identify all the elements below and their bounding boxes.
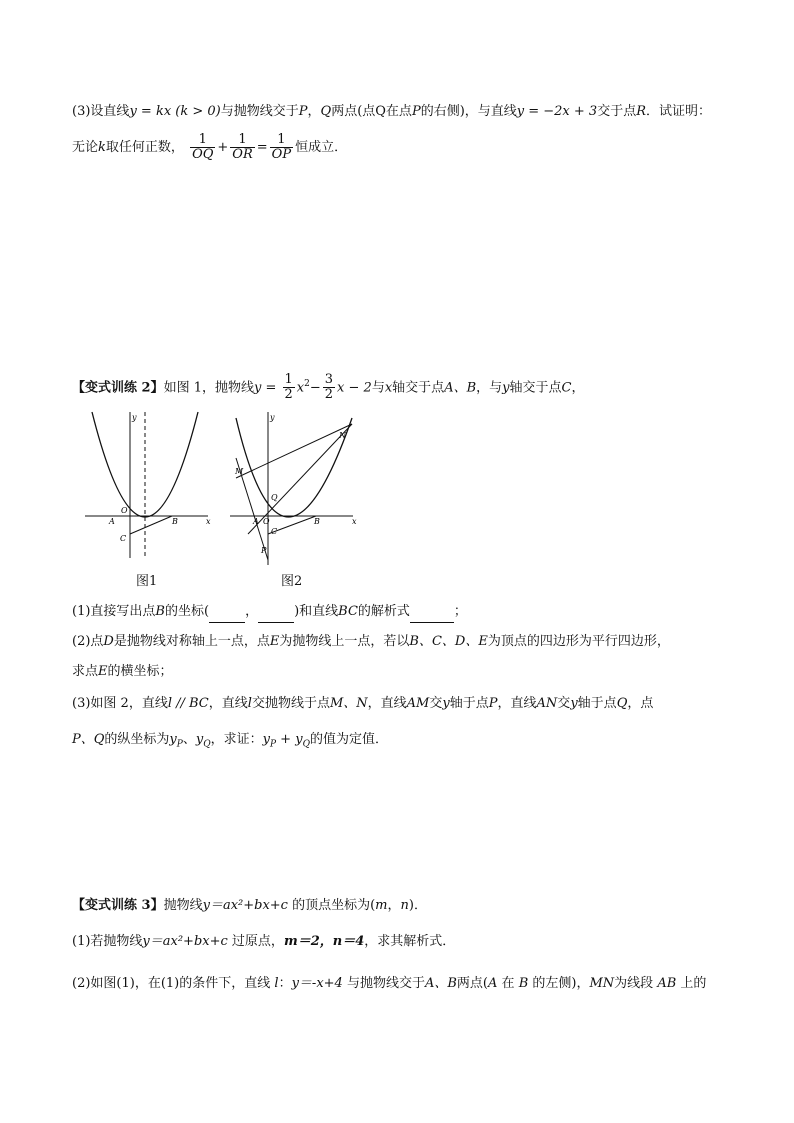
v3-var: A — [488, 976, 498, 991]
p3-eq1: y = kx — [129, 104, 172, 119]
v2-eq: x − 2 — [337, 380, 372, 396]
frac-num: 1 — [284, 372, 293, 388]
p3-text: 交于点 — [597, 104, 637, 119]
v3-var: MN — [589, 976, 615, 991]
v3-text: ： — [278, 976, 292, 991]
v2-var: y — [195, 732, 204, 747]
frac-num: 3 — [324, 372, 334, 388]
p3-text: 无论 — [72, 140, 99, 155]
p3-var: R — [636, 104, 647, 119]
label-b: B — [172, 517, 178, 526]
v2-text: 轴于点 — [577, 696, 617, 711]
v3-text: 为线段 — [614, 976, 654, 991]
v3-var: A、B — [424, 976, 457, 991]
label-n: N — [339, 431, 346, 440]
v2-text: ； — [453, 604, 467, 619]
v2-q1 — [72, 602, 467, 623]
p3-line2 — [72, 130, 347, 166]
v2-text: 交 — [557, 696, 571, 711]
v2-q2 — [72, 632, 670, 652]
v2-var: y — [442, 696, 450, 711]
v3-text: 过原点， — [231, 934, 284, 949]
v2-text: 轴交于点 — [509, 380, 562, 396]
v2-var: y — [295, 732, 303, 747]
label-o: O — [263, 517, 270, 526]
v2-var: B、C、D、E — [409, 634, 488, 649]
v3-var: n — [400, 898, 409, 913]
label-p: P — [261, 546, 267, 555]
v2-var: y — [502, 380, 510, 396]
frac-num: 1 — [270, 133, 293, 148]
v2-text: (2)点 — [72, 634, 104, 649]
v3-text: 的左侧)， — [532, 976, 590, 991]
frac-den: OP — [271, 147, 292, 162]
label-b: B — [314, 517, 320, 526]
v3-text: 的顶点坐标为( — [292, 898, 376, 913]
v3-var: AB — [657, 976, 677, 991]
label-a: A — [109, 517, 115, 526]
v2-text: 的解析式 — [357, 604, 410, 619]
label-y: y — [270, 413, 275, 422]
v2-var: E — [98, 664, 108, 679]
v2-var: E — [269, 634, 280, 649]
v2-var: AM — [406, 696, 430, 711]
v3-var: l — [274, 976, 279, 991]
v2-q3 — [72, 694, 653, 714]
figure-2 — [228, 410, 363, 570]
label-o: O — [121, 506, 128, 515]
v2-text: 求点 — [72, 664, 99, 679]
label-m: M — [235, 467, 244, 476]
v3-heading-line — [72, 896, 427, 916]
plus-sign: + — [276, 732, 296, 747]
figure-1-caption: 图1 — [136, 574, 158, 589]
v3-values: m＝2，n＝4 — [283, 934, 365, 949]
frac-num: 1 — [190, 133, 215, 148]
v2-var: y — [570, 696, 578, 711]
p3-text: 与抛物线交于 — [220, 104, 299, 119]
v2-var: M、N — [329, 696, 368, 711]
v2-var: B — [155, 604, 165, 619]
v3-heading: 【变式训练 3】 — [72, 898, 164, 913]
v2-text: 、 — [182, 732, 196, 747]
v2-var: y — [262, 732, 270, 747]
v2-var: P — [488, 696, 498, 711]
label-c: C — [120, 534, 127, 543]
v2-text: ，直线 — [208, 696, 248, 711]
v3-text: (2)如图(1)，在(1)的条件下，直线 — [72, 976, 271, 991]
v2-var: C — [561, 380, 572, 396]
v3-eq: y＝ax²+bx+c — [202, 898, 288, 913]
v2-text: ， — [245, 604, 259, 619]
parabola — [236, 418, 352, 517]
frac-den: OQ — [192, 147, 214, 162]
v2-text: 的坐标( — [164, 604, 210, 619]
v3-text: )． — [408, 898, 427, 913]
p3-text: 的右侧)，与直线 — [420, 104, 517, 119]
line-l — [236, 424, 352, 478]
v3-text: 与抛物线交于 — [346, 976, 425, 991]
v2-text: ，直线 — [497, 696, 537, 711]
v3-eq: y＝ax²+bx+c — [142, 934, 228, 949]
v2-text: (1)直接写出点 — [72, 604, 156, 619]
label-y: y — [132, 413, 137, 422]
frac-num: 1 — [230, 133, 254, 148]
equals-sign: = — [256, 140, 268, 155]
v2-text: (3)如图 2，直线 — [72, 696, 168, 711]
v2-text: ，点 — [627, 696, 654, 711]
p3-cond: (k > 0) — [175, 104, 221, 119]
v2-text: 轴交于点 — [392, 380, 445, 396]
v2-text: 交 — [429, 696, 443, 711]
label-c: C — [271, 527, 278, 536]
fraction-1-over-OP — [270, 133, 293, 162]
v2-text: 为顶点的四边形为平行四边形， — [487, 634, 670, 649]
v2-text: 是抛物线对称轴上一点，点 — [113, 634, 270, 649]
v2-text: ， — [571, 380, 585, 396]
v2-var: l — [247, 696, 252, 711]
v2-var: P、Q — [72, 732, 105, 747]
fraction-1-over-OQ — [190, 133, 215, 162]
frac-den: 2 — [284, 387, 293, 403]
line-bc — [130, 516, 172, 534]
v2-sub: P — [269, 739, 277, 750]
v2-sub: Q — [302, 739, 310, 750]
frac-den: OR — [232, 147, 253, 162]
v2-var: D — [103, 634, 114, 649]
p3-var: P — [298, 104, 308, 119]
v3-text: ，求其解析式． — [364, 934, 456, 949]
minus-sign: − — [309, 380, 321, 396]
p3-text: 两点(点Q在点 — [331, 104, 412, 119]
v2-text: 交抛物线于点 — [251, 696, 330, 711]
p3-var: Q — [320, 104, 332, 119]
v2-var: x — [384, 380, 393, 396]
v3-text: 上的 — [680, 976, 707, 991]
frac-den: 2 — [324, 387, 334, 403]
v3-var: m — [375, 898, 388, 913]
v3-text: (1)若抛物线 — [72, 934, 143, 949]
v3-text: 抛物线 — [163, 898, 203, 913]
v2-var: y — [169, 732, 177, 747]
v2-sub: P — [176, 739, 183, 750]
v3-eq: y＝-x+4 — [291, 976, 343, 991]
v2-var: AN — [536, 696, 558, 711]
plus-sign: + — [217, 140, 229, 155]
v2-var: x — [296, 380, 305, 396]
v3-q1 — [72, 932, 455, 952]
label-q: Q — [271, 493, 278, 502]
v2-var: BC — [338, 604, 358, 619]
v2-q2-cont — [72, 662, 173, 682]
v2-heading-line: 【变式训练 2】如图 1，抛物线y = $\frac{1}{2}$ $x^2-$ $\frac{3}{2}$ x − 2与x轴交于点A、B，与y轴交于点C， — [72, 372, 585, 403]
v3-text: ， — [387, 898, 401, 913]
p3-eq2: y = −2x + 3 — [516, 104, 598, 119]
v2-text: 的横坐标； — [107, 664, 173, 679]
v2-text: 的值为定值． — [309, 732, 388, 747]
v3-text: 两点( — [456, 976, 488, 991]
answer-blank — [410, 602, 454, 623]
fraction-3-over-2 — [323, 373, 335, 402]
figure-2-caption: 图2 — [281, 574, 303, 589]
v3-var: B — [518, 976, 529, 991]
v2-text: 如图 1，抛物线 — [163, 380, 254, 396]
p3-text: 取任何正数， — [105, 140, 184, 155]
v3-q2 — [72, 974, 706, 994]
fraction-1-over-OR — [230, 133, 254, 162]
p3-text: ．试证明： — [646, 104, 712, 119]
v2-var: l // BC — [167, 696, 209, 711]
v2-var: Q — [616, 696, 628, 711]
figure-1 — [80, 410, 215, 560]
label-a: A — [253, 517, 259, 526]
p3-var: P — [411, 104, 421, 119]
v2-sub: Q — [203, 739, 211, 750]
v2-var: A、B — [444, 380, 477, 396]
v2-text: 为抛物线上一点，若以 — [279, 634, 410, 649]
v2-text: 与 — [371, 380, 385, 396]
v2-q3-cont — [72, 730, 388, 755]
v2-text: 的纵坐标为 — [104, 732, 170, 747]
v2-text: ，直线 — [367, 696, 407, 711]
p3-text: 设直线 — [90, 104, 130, 119]
answer-blank — [258, 602, 294, 623]
v2-text: )和直线 — [294, 604, 339, 619]
p3-label: (3) — [72, 104, 91, 119]
v2-text: ，求证： — [210, 732, 263, 747]
fraction-1-over-2 — [283, 373, 295, 402]
p3-line1 — [72, 102, 711, 122]
answer-blank — [209, 602, 245, 623]
v2-text: ，与 — [476, 380, 503, 396]
v3-text: 在 — [501, 976, 515, 991]
p3-text: 恒成立． — [295, 140, 348, 155]
label-x: x — [206, 517, 211, 526]
p3-var: k — [98, 140, 106, 155]
v2-text: 轴于点 — [449, 696, 489, 711]
v2-eq: y = — [253, 380, 277, 396]
p3-text: ， — [307, 104, 321, 119]
v2-heading: 【变式训练 2】 — [72, 380, 164, 396]
label-x: x — [352, 517, 357, 526]
